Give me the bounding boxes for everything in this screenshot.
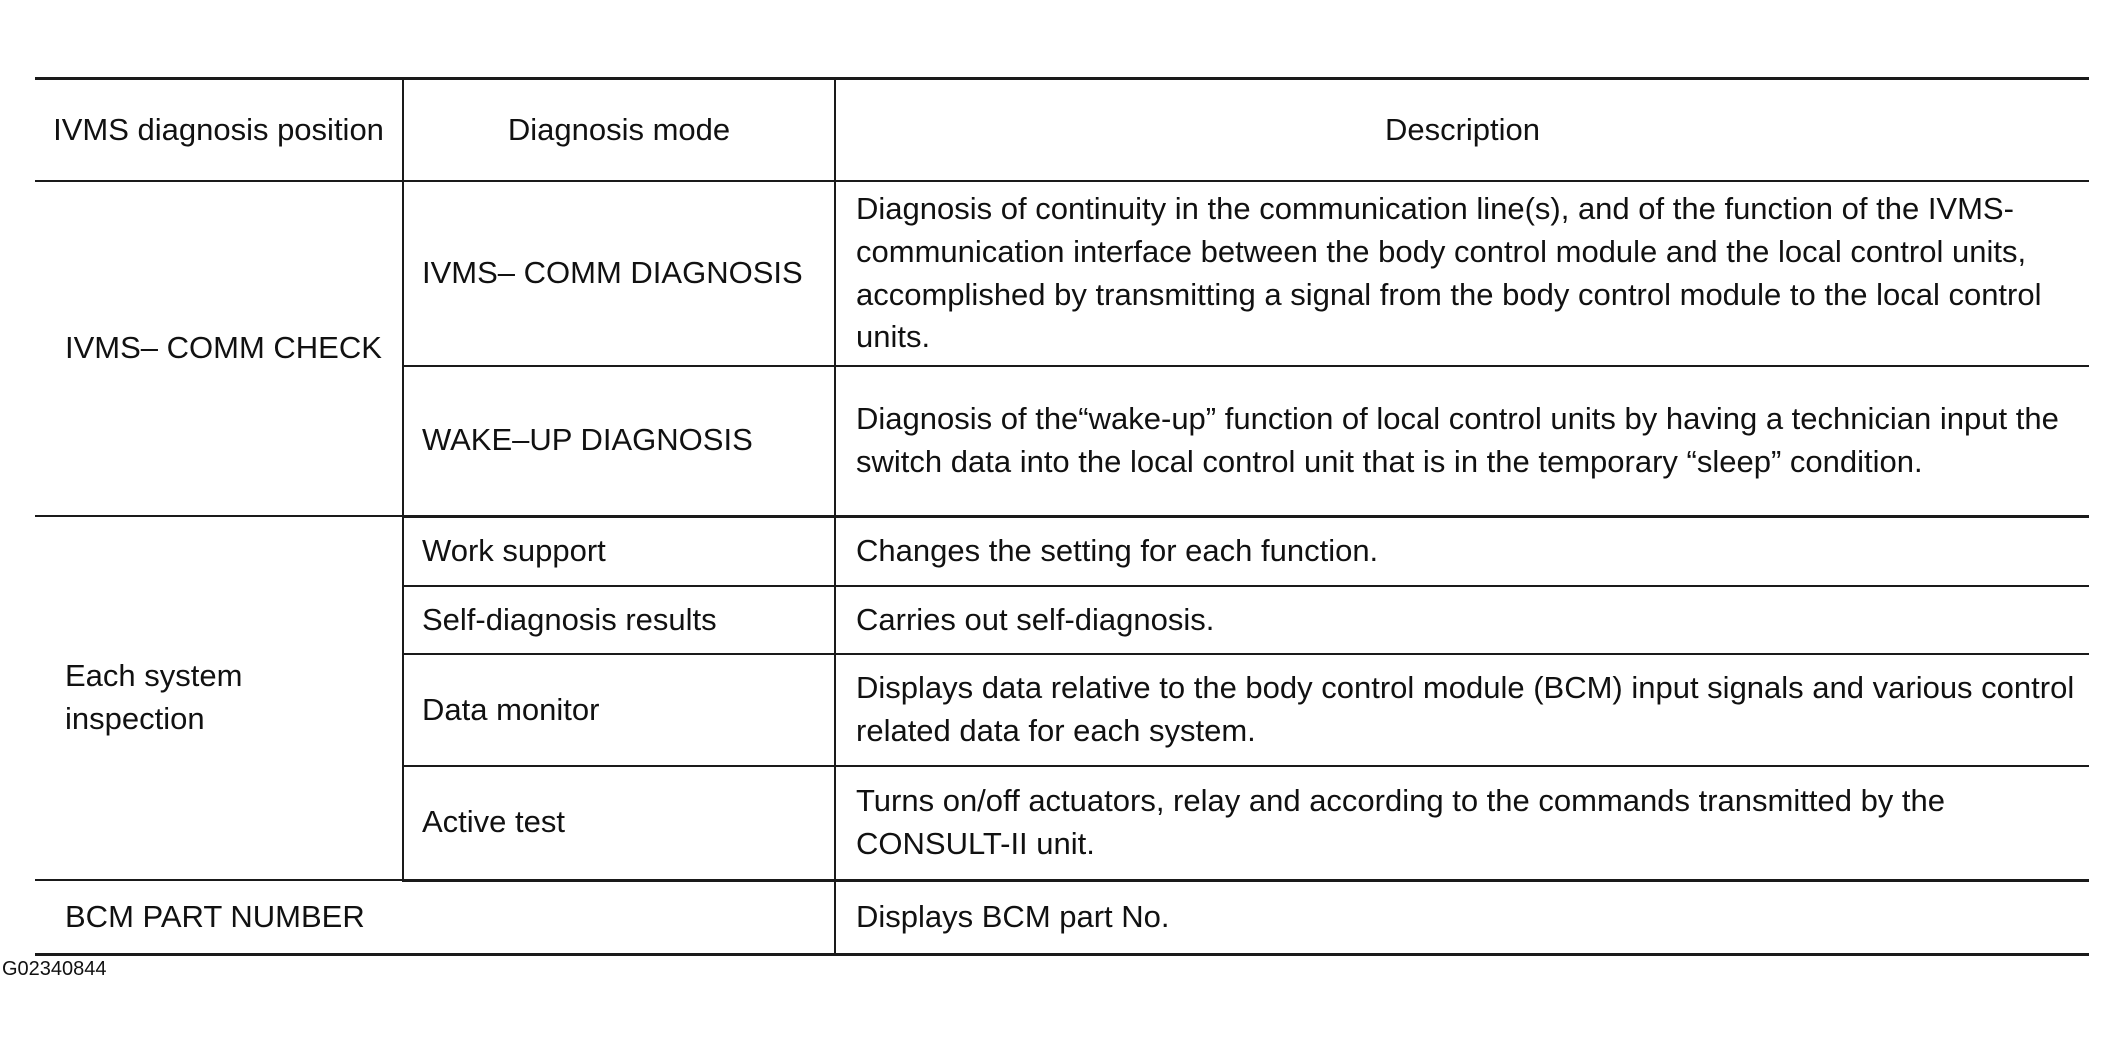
header-mode: Diagnosis mode xyxy=(403,79,835,182)
description-cell: Displays BCM part No. xyxy=(835,880,2089,954)
description-cell: Turns on/off actuators, relay and according to the commands transmitted by the CONSULT-II unit. xyxy=(835,766,2089,880)
mode-cell: Active test xyxy=(403,766,835,880)
header-description: Description xyxy=(835,79,2089,182)
description-cell: Carries out self-diagnosis. xyxy=(835,586,2089,654)
description-cell: Changes the setting for each function. xyxy=(835,516,2089,586)
mode-cell: Data monitor xyxy=(403,654,835,766)
table-row xyxy=(35,516,2089,586)
description-cell: Displays data relative to the body control module (BCM) input signals and various control related data for each system. xyxy=(835,654,2089,766)
description-cell: Diagnosis of the“wake-up” function of local control units by having a technician input the switch data into the local control unit that is in the temporary “sleep” condition. xyxy=(835,366,2089,516)
figure-code: G02340844 xyxy=(2,958,107,980)
mode-cell: IVMS– COMM DIAGNOSIS xyxy=(403,181,835,366)
table-row xyxy=(35,880,2089,954)
position-cell: IVMS– COMM CHECK xyxy=(35,181,403,516)
table-row xyxy=(35,181,2089,366)
diagnosis-table xyxy=(35,77,2089,956)
header-position: IVMS diagnosis position xyxy=(35,79,403,182)
position-cell: BCM PART NUMBER xyxy=(35,880,835,954)
description-cell: Diagnosis of continuity in the communication line(s), and of the function of the IVMS-communication interface between the body control module and the local control units, accomplished by transmitting a signal from the body control module to the local control units. xyxy=(835,181,2089,366)
mode-cell: Self-diagnosis results xyxy=(403,586,835,654)
mode-cell: WAKE–UP DIAGNOSIS xyxy=(403,366,835,516)
position-cell: Each system inspection xyxy=(35,516,403,880)
mode-cell: Work support xyxy=(403,516,835,586)
header-row xyxy=(35,79,2089,182)
